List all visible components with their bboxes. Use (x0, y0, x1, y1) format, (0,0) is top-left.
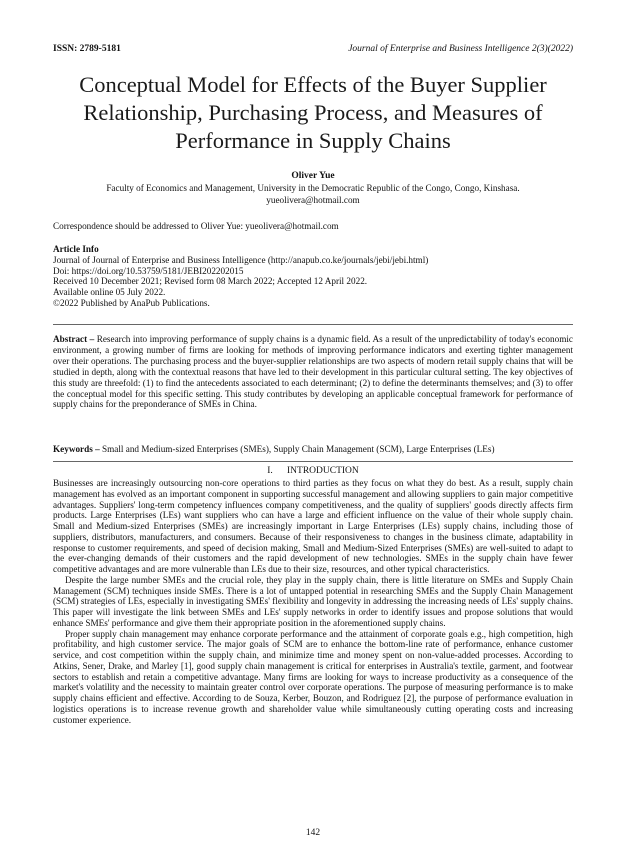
issn: ISSN: 2789-5181 (53, 44, 121, 54)
paragraph: Businesses are increasingly outsourcing non-core operations to third parties as they focus on what they do best. As a result, supply chain management has evolved as an important component in supporting successful management and allowing suppliers to gain major competitive advantages. Suppliers' long-term competency influences company competitiveness, and the quality of suppliers' goods directly affects firm products. Large Enterprises (LEs) want suppliers who can have a large and efficient influence on the value of their whole supply chain. Small and Medium-sized Enterprises (SMEs) are increasingly important in Large Enterprises (LEs) supply chains, including those of suppliers, distributors, manufacturers, and consumers. Because of their responsiveness to changes in the business climate, adaptability in response to customer requirements, and speed of decision making, Small and Medium-Sized Enterprises (SMEs) are well-suited to adapt to the ever-changing demands of their customers and the rapid development of new technologies. SMEs in the supply chain have fewer competitive advantages and are more vulnerable than LEs due to their size, resources, and other typical characteristics. (53, 478, 573, 574)
article-info-doi: Doi: https://doi.org/10.53759/5181/JEBI202202015 (53, 265, 244, 276)
abstract-label: Abstract – (53, 334, 95, 344)
article-info-dates: Received 10 December 2021; Revised form 08 March 2022; Accepted 12 April 2022. (53, 276, 368, 287)
author-name: Oliver Yue (291, 171, 335, 181)
author-email: yueolivera@hotmail.com (266, 194, 360, 205)
paragraph: Despite the large number SMEs and the crucial role, they play in the supply chain, there is little literature on SMEs and Supply Chain Management (SCM) techniques inside SMEs. There is a lot of untapped potential in researching SMEs and the Supply Chain Management (SCM) strategies of LEs, especially in investigating SMEs' flexibility and longevity in addressing the increasing needs of LEs' supply chains. This paper will investigate the link between SMEs and LEs' supply networks in order to identify issues and propose solutions that would enhance SMEs' performance and give them their appropriate position in the aforementioned supply chains. (53, 574, 573, 628)
article-info-online: Available online 05 July 2022. (53, 287, 166, 298)
page-number: 142 (305, 828, 321, 838)
correspondence: Correspondence should be addressed to Oliver Yue: yueolivera@hotmail.com (53, 221, 339, 231)
keywords-text: Small and Medium-sized Enterprises (SMEs), Supply Chain Management (SCM), Large Enterprises (LEs) (102, 444, 495, 454)
running-header (53, 44, 573, 56)
section-heading: I. INTRODUCTION (267, 466, 359, 476)
divider-top (53, 324, 573, 325)
paper-title: Conceptual Model for Effects of the Buyer Supplier Relationship, Purchasing Process, and Measures of Performance in Supply Chains (79, 72, 547, 153)
abstract (53, 334, 573, 410)
article-info (53, 244, 573, 309)
author-affiliation (40, 183, 586, 206)
article-info-heading: Article Info (53, 244, 99, 254)
abstract-text: Research into improving performance of supply chains is a dynamic field. As a result of the unpredictability of today's economic environment, a growing number of firms are looking for methods of improving performance indicators and exerting tighter management over their operations. The purchasing process and the buyer-supplier relationships are two aspects of modern retail supply chains that will be studied in depth, along with the contextual reasons that have led to their development in this particular cultural setting. The key objectives of this study are threefold: (1) to find the antecedents associated to each determinant; (2) to define the determinants themselves; and (3) to offer the conceptual model for this specific setting. This study contributes by developing an applicable conceptual framework for performance of supply chains for the preponderance of SMEs in China. (53, 334, 573, 410)
affiliation-text: Faculty of Economics and Management, University in the Democratic Republic of the Congo, Congo, Kinshasa. (106, 183, 520, 193)
paragraph: Proper supply chain management may enhance corporate performance and the attainment of corporate goals e.g., high competition, high profitability, and high customer service. The major goals of SCM are to enhance the bottom-line rate of performance, enhance customer service, and cost competition within the supply chain, and minimize time and money spent on non-value-added processes. According to Atkins, Sener, Drake, and Marley [1], good supply chain management is critical for enterprises in Australia's textile, garment, and footwear sectors to establish and retain a competitive advantage. Many firms are looking for ways to increase productivity as a consequence of the market's volatility and the necessity to maintain greater control over corporate operations. The purpose of measuring performance is to make supply chains efficient and effective. According to de Souza, Kerber, Bouzon, and Rodriguez [2], the purpose of performance evaluation in logistics operations is to increase revenue growth and shareholder value while simultaneously cutting operating costs and increasing customer experience. (53, 628, 573, 725)
keywords-label: Keywords – (53, 444, 100, 454)
journal-name: Journal of Enterprise and Business Intelligence 2(3)(2022) (348, 44, 573, 54)
keywords (53, 444, 573, 455)
article-info-journal: Journal of Journal of Enterprise and Business Intelligence (http://anapub.co.ke/journals/jebi/jebi.html) (53, 254, 429, 265)
article-info-copyright: ©2022 Published by AnaPub Publications. (53, 297, 210, 308)
divider-bottom (53, 461, 573, 462)
body-text (53, 478, 573, 725)
